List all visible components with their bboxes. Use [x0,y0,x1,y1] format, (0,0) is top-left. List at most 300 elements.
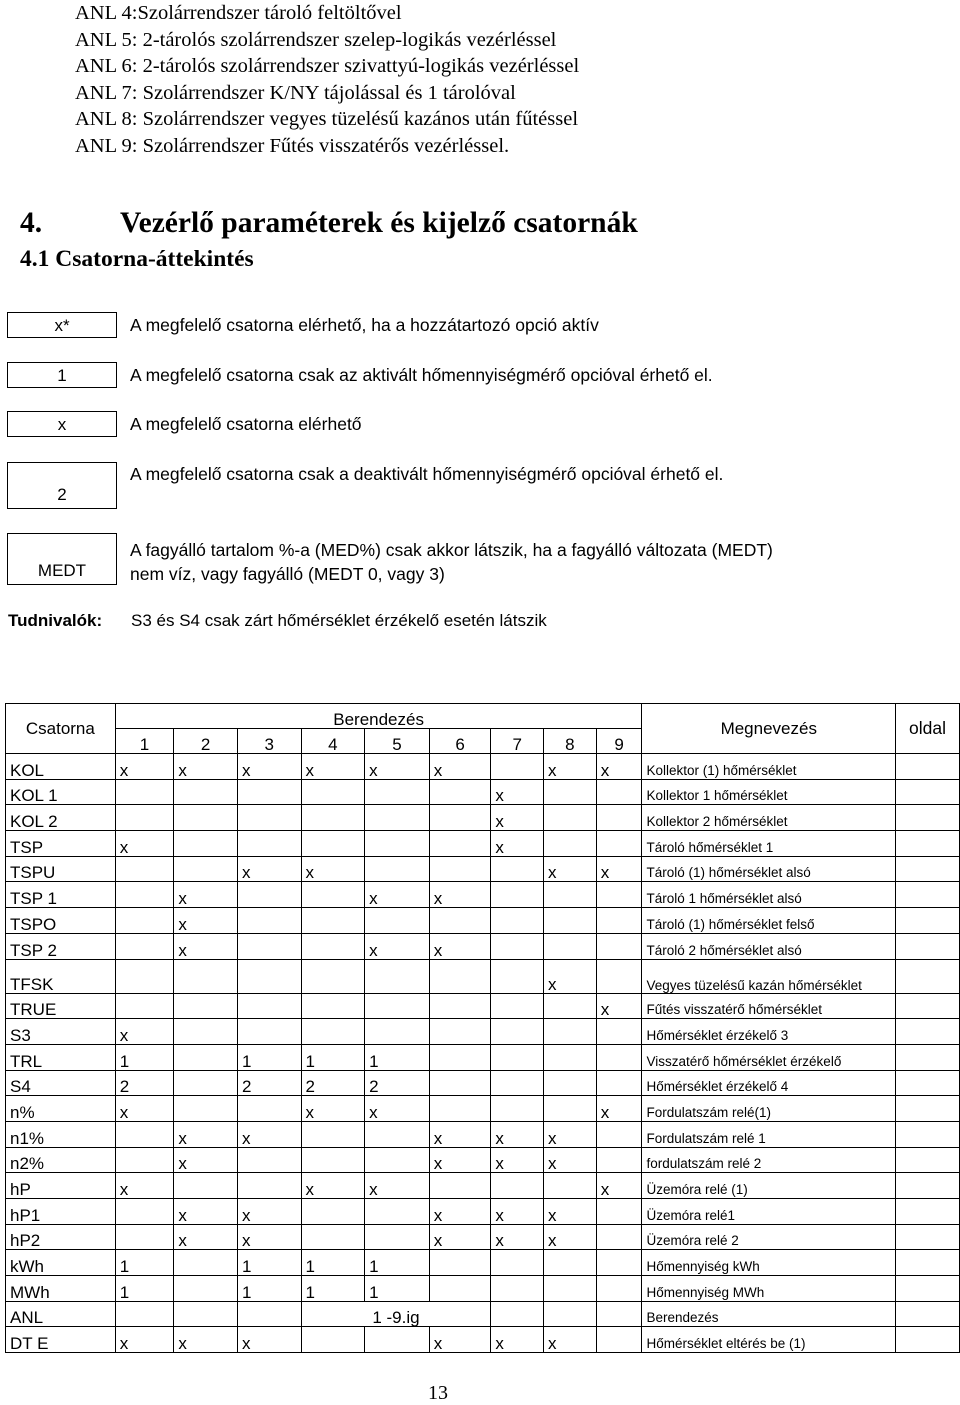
device-cell [596,1199,642,1225]
device-cell [596,1327,642,1353]
device-cell: x [237,1121,301,1147]
device-cell [429,1276,491,1302]
channel-cell: hP2 [6,1224,116,1250]
device-cell [491,908,544,934]
device-cell: x [429,754,491,780]
device-cell: x [174,882,238,908]
device-cell [429,993,491,1019]
header-device-number: 2 [174,729,238,754]
device-cell [429,1044,491,1070]
device-cell: x [174,1224,238,1250]
device-cell: 2 [237,1070,301,1096]
device-cell [174,1096,238,1122]
section-number: 4. [20,207,43,239]
device-cell: 1 [237,1276,301,1302]
device-cell [174,959,238,993]
channel-description: Hőmennyiség kWh [642,1250,896,1276]
device-cell [429,908,491,934]
page-cell [896,1327,960,1353]
device-cell: x [237,1327,301,1353]
device-cell [491,1070,544,1096]
channel-cell: TRL [6,1044,116,1070]
device-cell: x [429,1327,491,1353]
device-cell [596,1276,642,1302]
device-cell [174,993,238,1019]
device-cell [429,856,491,882]
device-cell [237,1147,301,1173]
channel-cell: hP1 [6,1199,116,1225]
device-cell: x [174,1327,238,1353]
device-cell [115,1199,174,1225]
legend-text-x: A megfelelő csatorna elérhető [130,414,362,434]
channel-cell: KOL [6,754,116,780]
channel-cell: S3 [6,1019,116,1045]
device-cell: x [301,754,365,780]
device-cell: x [429,1121,491,1147]
device-cell [544,1070,597,1096]
device-cell: 1 [115,1250,174,1276]
table-row [6,908,960,934]
device-cell [544,1019,597,1045]
device-cell [491,754,544,780]
channel-description: Hőmennyiség MWh [642,1276,896,1302]
anl-list-item: ANL 7: Szolárrendszer K/NY tájolással és 1 tárolóval [75,81,516,104]
header-device-number: 6 [429,729,491,754]
page-cell [896,1019,960,1045]
device-cell [596,1250,642,1276]
legend-text-x-star: A megfelelő csatorna elérhető, ha a hozzátartozó opció aktív [130,315,599,335]
channel-cell: S4 [6,1070,116,1096]
anl-list-item: ANL 9: Szolárrendszer Fűtés visszatérős vezérléssel. [75,134,510,157]
channel-description: Hőmérséklet érzékelő 3 [642,1019,896,1045]
device-cell: 1 [365,1044,430,1070]
page-cell [896,933,960,959]
channel-cell: n2% [6,1147,116,1173]
device-cell [491,1019,544,1045]
header-name: Megnevezés [642,704,896,754]
device-cell: x [544,856,597,882]
table-row [6,754,960,780]
device-cell [365,856,430,882]
channel-cell: n1% [6,1121,116,1147]
page-cell [896,1173,960,1199]
channel-description: Vegyes tüzelésű kazán hőmérséklet [642,959,896,993]
page-cell [896,831,960,857]
anl-list-item: ANL 4:Szolárrendszer tároló feltöltővel [75,2,402,24]
device-cell: 1 [115,1276,174,1302]
device-cell: x [491,1147,544,1173]
legend-text-2: A megfelelő csatorna csak a deaktivált hőmennyiségmérő opcióval érhető el. [130,464,724,484]
device-cell [544,831,597,857]
page-cell [896,1276,960,1302]
channel-cell: TSP 1 [6,882,116,908]
device-cell [174,779,238,805]
device-cell: x [544,1224,597,1250]
device-cell [544,1276,597,1302]
device-cell [301,882,365,908]
device-cell [491,1301,544,1327]
table-row [6,1327,960,1353]
device-cell [365,831,430,857]
device-cell [237,779,301,805]
legend-key-2: 2 [7,462,117,509]
device-cell [237,1301,301,1327]
device-cell: x [491,831,544,857]
device-span-cell: 1 -9.ig [301,1301,491,1327]
table-row [6,831,960,857]
channel-description: Fűtés visszatérő hőmérséklet [642,993,896,1019]
device-cell [365,908,430,934]
channel-description: Visszatérő hőmérséklet érzékelő [642,1044,896,1070]
page-cell [896,908,960,934]
device-cell [365,1224,430,1250]
device-cell: 1 [301,1250,365,1276]
device-cell [596,1301,642,1327]
channel-description: Kollektor (1) hőmérséklet [642,754,896,780]
device-cell: 2 [365,1070,430,1096]
header-device-number: 4 [301,729,365,754]
anl-list-item: ANL 8: Szolárrendszer vegyes tüzelésű kazános után fűtéssel [75,108,579,130]
table-row [6,1096,960,1122]
table-row [6,1121,960,1147]
device-cell: x [115,831,174,857]
device-cell [365,1327,430,1353]
channel-cell: MWh [6,1276,116,1302]
table-row [6,993,960,1019]
device-cell: x [174,1121,238,1147]
device-cell [429,1250,491,1276]
device-cell [544,1301,597,1327]
device-cell: x [365,882,430,908]
table-row [6,959,960,993]
page-cell [896,1224,960,1250]
device-cell [596,1019,642,1045]
device-cell: x [491,1199,544,1225]
legend-text-1: A megfelelő csatorna csak az aktivált hőmennyiségmérő opcióval érhető el. [130,365,713,385]
device-cell [365,1199,430,1225]
channel-description: Üzemóra relé 2 [642,1224,896,1250]
page-number: 13 [428,1382,448,1404]
device-cell: 1 [301,1276,365,1302]
device-cell: x [544,1121,597,1147]
anl-list-item: ANL 5: 2-tárolós szolárrendszer szelep-logikás vezérléssel [75,28,557,51]
channel-cell: KOL 1 [6,779,116,805]
device-cell [301,779,365,805]
device-cell [237,1173,301,1199]
device-cell [596,908,642,934]
device-cell: 2 [115,1070,174,1096]
device-cell [544,779,597,805]
channel-description: Berendezés [642,1301,896,1327]
device-cell: x [365,1096,430,1122]
legend-key-1: 1 [7,362,117,388]
page-cell [896,882,960,908]
channel-description: Tároló 2 hőmérséklet alsó [642,933,896,959]
device-cell [544,882,597,908]
device-cell: x [491,805,544,831]
device-cell: x [429,933,491,959]
device-cell: 1 [115,1044,174,1070]
device-cell [301,993,365,1019]
device-cell [491,933,544,959]
section-heading [20,207,638,240]
page-cell [896,1096,960,1122]
device-cell [237,805,301,831]
device-cell: 1 [365,1250,430,1276]
device-cell: x [596,1096,642,1122]
page-cell [896,1147,960,1173]
page-cell [896,1250,960,1276]
device-cell: x [429,1224,491,1250]
channel-cell: KOL 2 [6,805,116,831]
device-cell: x [115,1327,174,1353]
table-row [6,1173,960,1199]
device-cell: x [544,1327,597,1353]
device-cell: x [596,754,642,780]
page-cell [896,1044,960,1070]
device-cell [596,805,642,831]
device-cell [596,779,642,805]
table-row [6,779,960,805]
device-cell: x [115,754,174,780]
anl-list-item: ANL 6: 2-tárolós szolárrendszer szivattyú-logikás vezérléssel [75,55,580,77]
device-cell [491,856,544,882]
device-cell: x [491,1121,544,1147]
device-cell [596,1224,642,1250]
page-cell [896,1070,960,1096]
device-cell [544,1173,597,1199]
device-cell [301,908,365,934]
channel-cell: hP [6,1173,116,1199]
device-cell: x [365,1173,430,1199]
table-row [6,882,960,908]
device-cell [596,1147,642,1173]
device-cell [301,831,365,857]
device-cell [174,1044,238,1070]
device-cell [429,1019,491,1045]
channel-cell: TRUE [6,993,116,1019]
device-cell [174,1301,238,1327]
device-cell: x [491,1327,544,1353]
channel-cell: kWh [6,1250,116,1276]
device-cell: 1 [237,1044,301,1070]
channel-table [5,703,960,1353]
header-device-number: 5 [365,729,430,754]
legend-key-x-star: x* [7,312,117,338]
device-cell [115,959,174,993]
device-cell [237,1096,301,1122]
device-cell [429,779,491,805]
device-cell [174,805,238,831]
table-row [6,856,960,882]
table-row [6,1019,960,1045]
device-cell: 1 [237,1250,301,1276]
device-cell [115,856,174,882]
legend-key-medt: MEDT [7,533,117,585]
header-channel: Csatorna [6,704,116,754]
channel-description: Tároló (1) hőmérséklet alsó [642,856,896,882]
device-cell [596,1121,642,1147]
device-cell [596,1044,642,1070]
device-cell [429,831,491,857]
channel-cell: n% [6,1096,116,1122]
device-cell [491,882,544,908]
device-cell [365,779,430,805]
page-cell [896,1301,960,1327]
table-row [6,1199,960,1225]
device-cell [596,1070,642,1096]
channel-cell: TFSK [6,959,116,993]
device-cell: x [174,933,238,959]
channel-description: Fordulatszám relé 1 [642,1121,896,1147]
anl-list [75,0,579,159]
device-cell: x [491,1224,544,1250]
table-row [6,1147,960,1173]
page-cell [896,856,960,882]
device-cell: 1 [301,1044,365,1070]
device-cell: x [174,1147,238,1173]
channel-description: Üzemóra relé1 [642,1199,896,1225]
device-cell [301,1019,365,1045]
channel-description: Tároló 1 hőmérséklet alsó [642,882,896,908]
device-cell: x [115,1173,174,1199]
channel-cell: TSP 2 [6,933,116,959]
device-cell [115,1224,174,1250]
device-cell [544,933,597,959]
device-cell: x [429,1147,491,1173]
table-row [6,1301,960,1327]
device-cell [174,1250,238,1276]
device-cell [115,933,174,959]
device-cell [365,959,430,993]
table-row [6,805,960,831]
device-cell: x [301,856,365,882]
device-cell [237,993,301,1019]
device-cell [491,993,544,1019]
device-cell: x [174,1199,238,1225]
device-cell [429,1173,491,1199]
device-cell [491,1096,544,1122]
device-cell [301,1327,365,1353]
device-cell: x [115,1096,174,1122]
channel-description: Kollektor 1 hőmérséklet [642,779,896,805]
table-row [6,1224,960,1250]
device-cell [429,805,491,831]
device-cell [596,831,642,857]
header-device-number: 1 [115,729,174,754]
device-cell [115,993,174,1019]
device-cell: x [429,1199,491,1225]
device-cell [491,1173,544,1199]
device-cell [365,805,430,831]
device-cell [544,908,597,934]
device-cell [115,805,174,831]
device-cell: x [301,1173,365,1199]
channel-rows [6,754,960,1353]
device-cell [115,1121,174,1147]
device-cell [237,1019,301,1045]
table-row [6,1044,960,1070]
legend-text-medt: A fagyálló tartalom %-a (MED%) csak akkor látszik, ha a fagyálló változata (MEDT) nem víz, vagy fagyálló (MEDT 0, vagy 3) [130,540,773,584]
device-cell: 2 [301,1070,365,1096]
channel-description: Hőmérséklet érzékelő 4 [642,1070,896,1096]
page-cell [896,959,960,993]
device-cell [174,831,238,857]
device-cell: x [544,1199,597,1225]
device-cell: x [237,856,301,882]
channel-description: Tároló (1) hőmérséklet felső [642,908,896,934]
channel-description: Üzemóra relé (1) [642,1173,896,1199]
section-title: Vezérlő paraméterek és kijelző csatornák [120,207,638,239]
page-cell [896,1121,960,1147]
device-cell: x [596,856,642,882]
page-cell [896,779,960,805]
device-cell [237,959,301,993]
device-cell [491,1250,544,1276]
device-cell: x [596,993,642,1019]
channel-description: fordulatszám relé 2 [642,1147,896,1173]
header-page: oldal [896,704,960,754]
device-cell: x [429,882,491,908]
notes-label: Tudnivalók: [8,611,103,630]
device-cell: x [365,754,430,780]
device-cell [237,831,301,857]
device-cell [174,1019,238,1045]
device-cell [115,908,174,934]
channel-description: Hőmérséklet eltérés be (1) [642,1327,896,1353]
device-cell: 1 [365,1276,430,1302]
legend-key-x: x [7,411,117,437]
device-cell: x [301,1096,365,1122]
header-device-number: 8 [544,729,597,754]
device-cell: x [544,754,597,780]
page-cell [896,993,960,1019]
channel-description: Tároló hőmérséklet 1 [642,831,896,857]
device-cell [491,1276,544,1302]
header-device-number: 7 [491,729,544,754]
device-cell [237,933,301,959]
device-cell: x [237,754,301,780]
header-device-number: 9 [596,729,642,754]
device-cell [237,882,301,908]
device-cell: x [237,1199,301,1225]
device-cell: x [115,1019,174,1045]
channel-description: Kollektor 2 hőmérséklet [642,805,896,831]
channel-cell: ANL [6,1301,116,1327]
notes-text: S3 és S4 csak zárt hőmérséklet érzékelő esetén látszik [131,611,547,630]
channel-cell: TSP [6,831,116,857]
channel-cell: DT E [6,1327,116,1353]
page-cell [896,805,960,831]
device-cell [429,959,491,993]
device-cell [301,933,365,959]
device-cell [301,1199,365,1225]
table-row [6,933,960,959]
device-cell [365,1019,430,1045]
device-cell [544,1044,597,1070]
device-cell [301,1121,365,1147]
device-cell [365,1147,430,1173]
device-cell [491,959,544,993]
channel-cell: TSPU [6,856,116,882]
device-cell [491,1044,544,1070]
device-cell [301,805,365,831]
device-cell: x [491,779,544,805]
table-row [6,1250,960,1276]
device-cell [429,1096,491,1122]
device-cell: x [174,754,238,780]
device-cell: x [596,1173,642,1199]
